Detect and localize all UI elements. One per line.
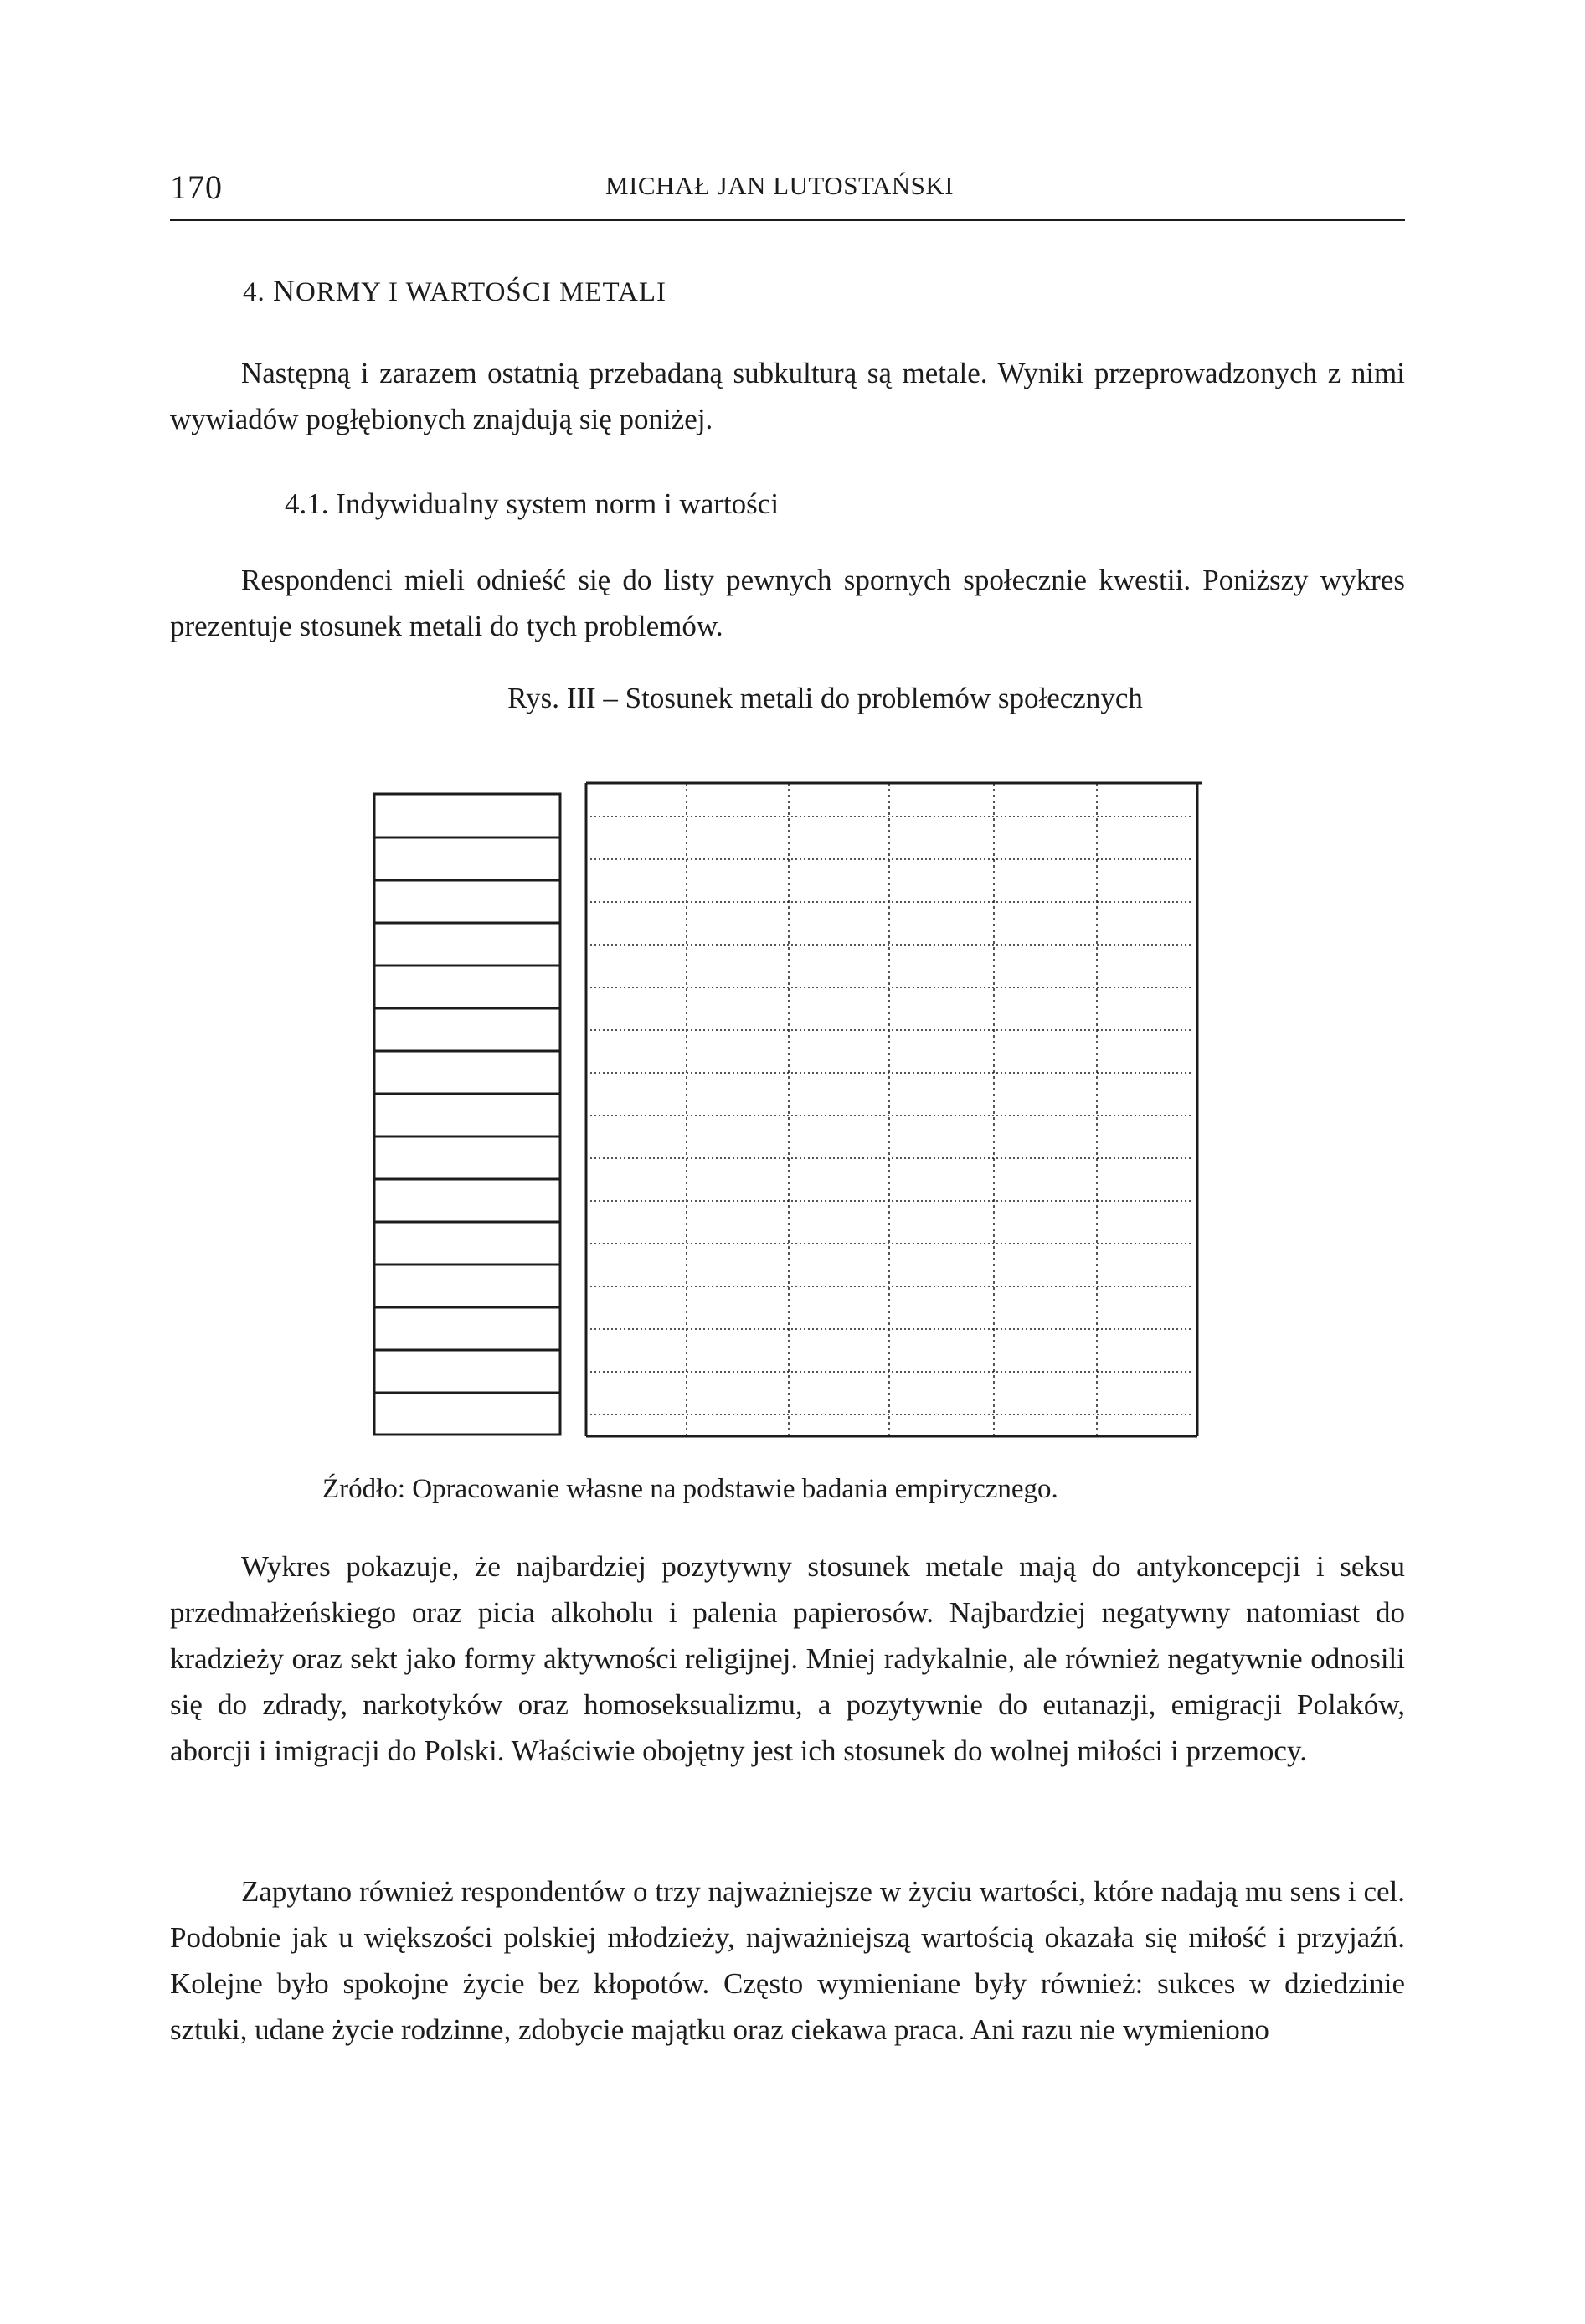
header-rule (170, 219, 1405, 221)
label-column-frame (374, 794, 560, 1435)
paragraph-intro: Następną i zarazem ostatnią przebadaną subkulturą są metale. Wyniki przeprowadzonych z nimi wywiadów pogłębionych znajdują się poniżej. (170, 357, 1405, 435)
page-number: 170 (170, 168, 223, 206)
subsection-heading: 4.1. Indywidualny system norm i wartości (285, 487, 780, 520)
horizontal-gridlines (590, 817, 1193, 1414)
section-heading (243, 273, 666, 308)
section-number: 4. (243, 277, 265, 307)
figure-chart (364, 779, 1202, 1445)
figure-caption: Rys. III – Stosunek metali do problemów społecznych (507, 682, 1143, 714)
plot-area (586, 783, 1202, 1436)
paragraph-values: Zapytano również respondentów o trzy najważniejsze w życiu wartości, które nadają mu sens i cel. Podobnie jak u większości polskiej młodzieży, najważniejszą wartością okazała się miłość i przyjaźń. Kolejne było spokojne życie bez kłopotów. Często wymieniane były również: sukces w dziedzinie sztuki, udane życie rodzinne, zdobycie majątku oraz ciekawa praca. Ani razu nie wymieniono (170, 1875, 1405, 2046)
section-title-rest: ORMY I WARTOŚCI METALI (296, 277, 667, 307)
label-column (374, 794, 560, 1435)
chart-canvas (364, 779, 1202, 1445)
paragraph-respondents: Respondenci mieli odnieść się do listy pewnych spornych społecznie kwestii. Poniższy wykres prezentuje stosunek metali do tych problemów. (170, 564, 1405, 642)
vertical-gridlines (687, 783, 1097, 1436)
running-head (170, 167, 1405, 218)
running-head-author: MICHAŁ JAN LUTOSTAŃSKI (605, 171, 955, 200)
section-title-initial: N (273, 274, 296, 307)
figure-source: Źródło: Opracowanie własne na podstawie badania empirycznego. (322, 1474, 1058, 1504)
paragraph-chart-discussion: Wykres pokazuje, że najbardziej pozytywny stosunek metale mają do antykoncepcji i seksu przedmałżeńskiego oraz picia alkoholu i palenia papierosów. Najbardziej negatywny natomiast do kradzieży oraz sekt jako formy aktywności religijnej. Mniej radykalnie, ale również negatywnie odnosili się do zdrady, narkotyków oraz homoseksualizmu, a pozytywnie do eutanazji, emigracji Polaków, aborcji i imigracji do Polski. Właściwie obojętny jest ich stosunek do wolnej miłości i przemocy. (170, 1550, 1405, 1767)
